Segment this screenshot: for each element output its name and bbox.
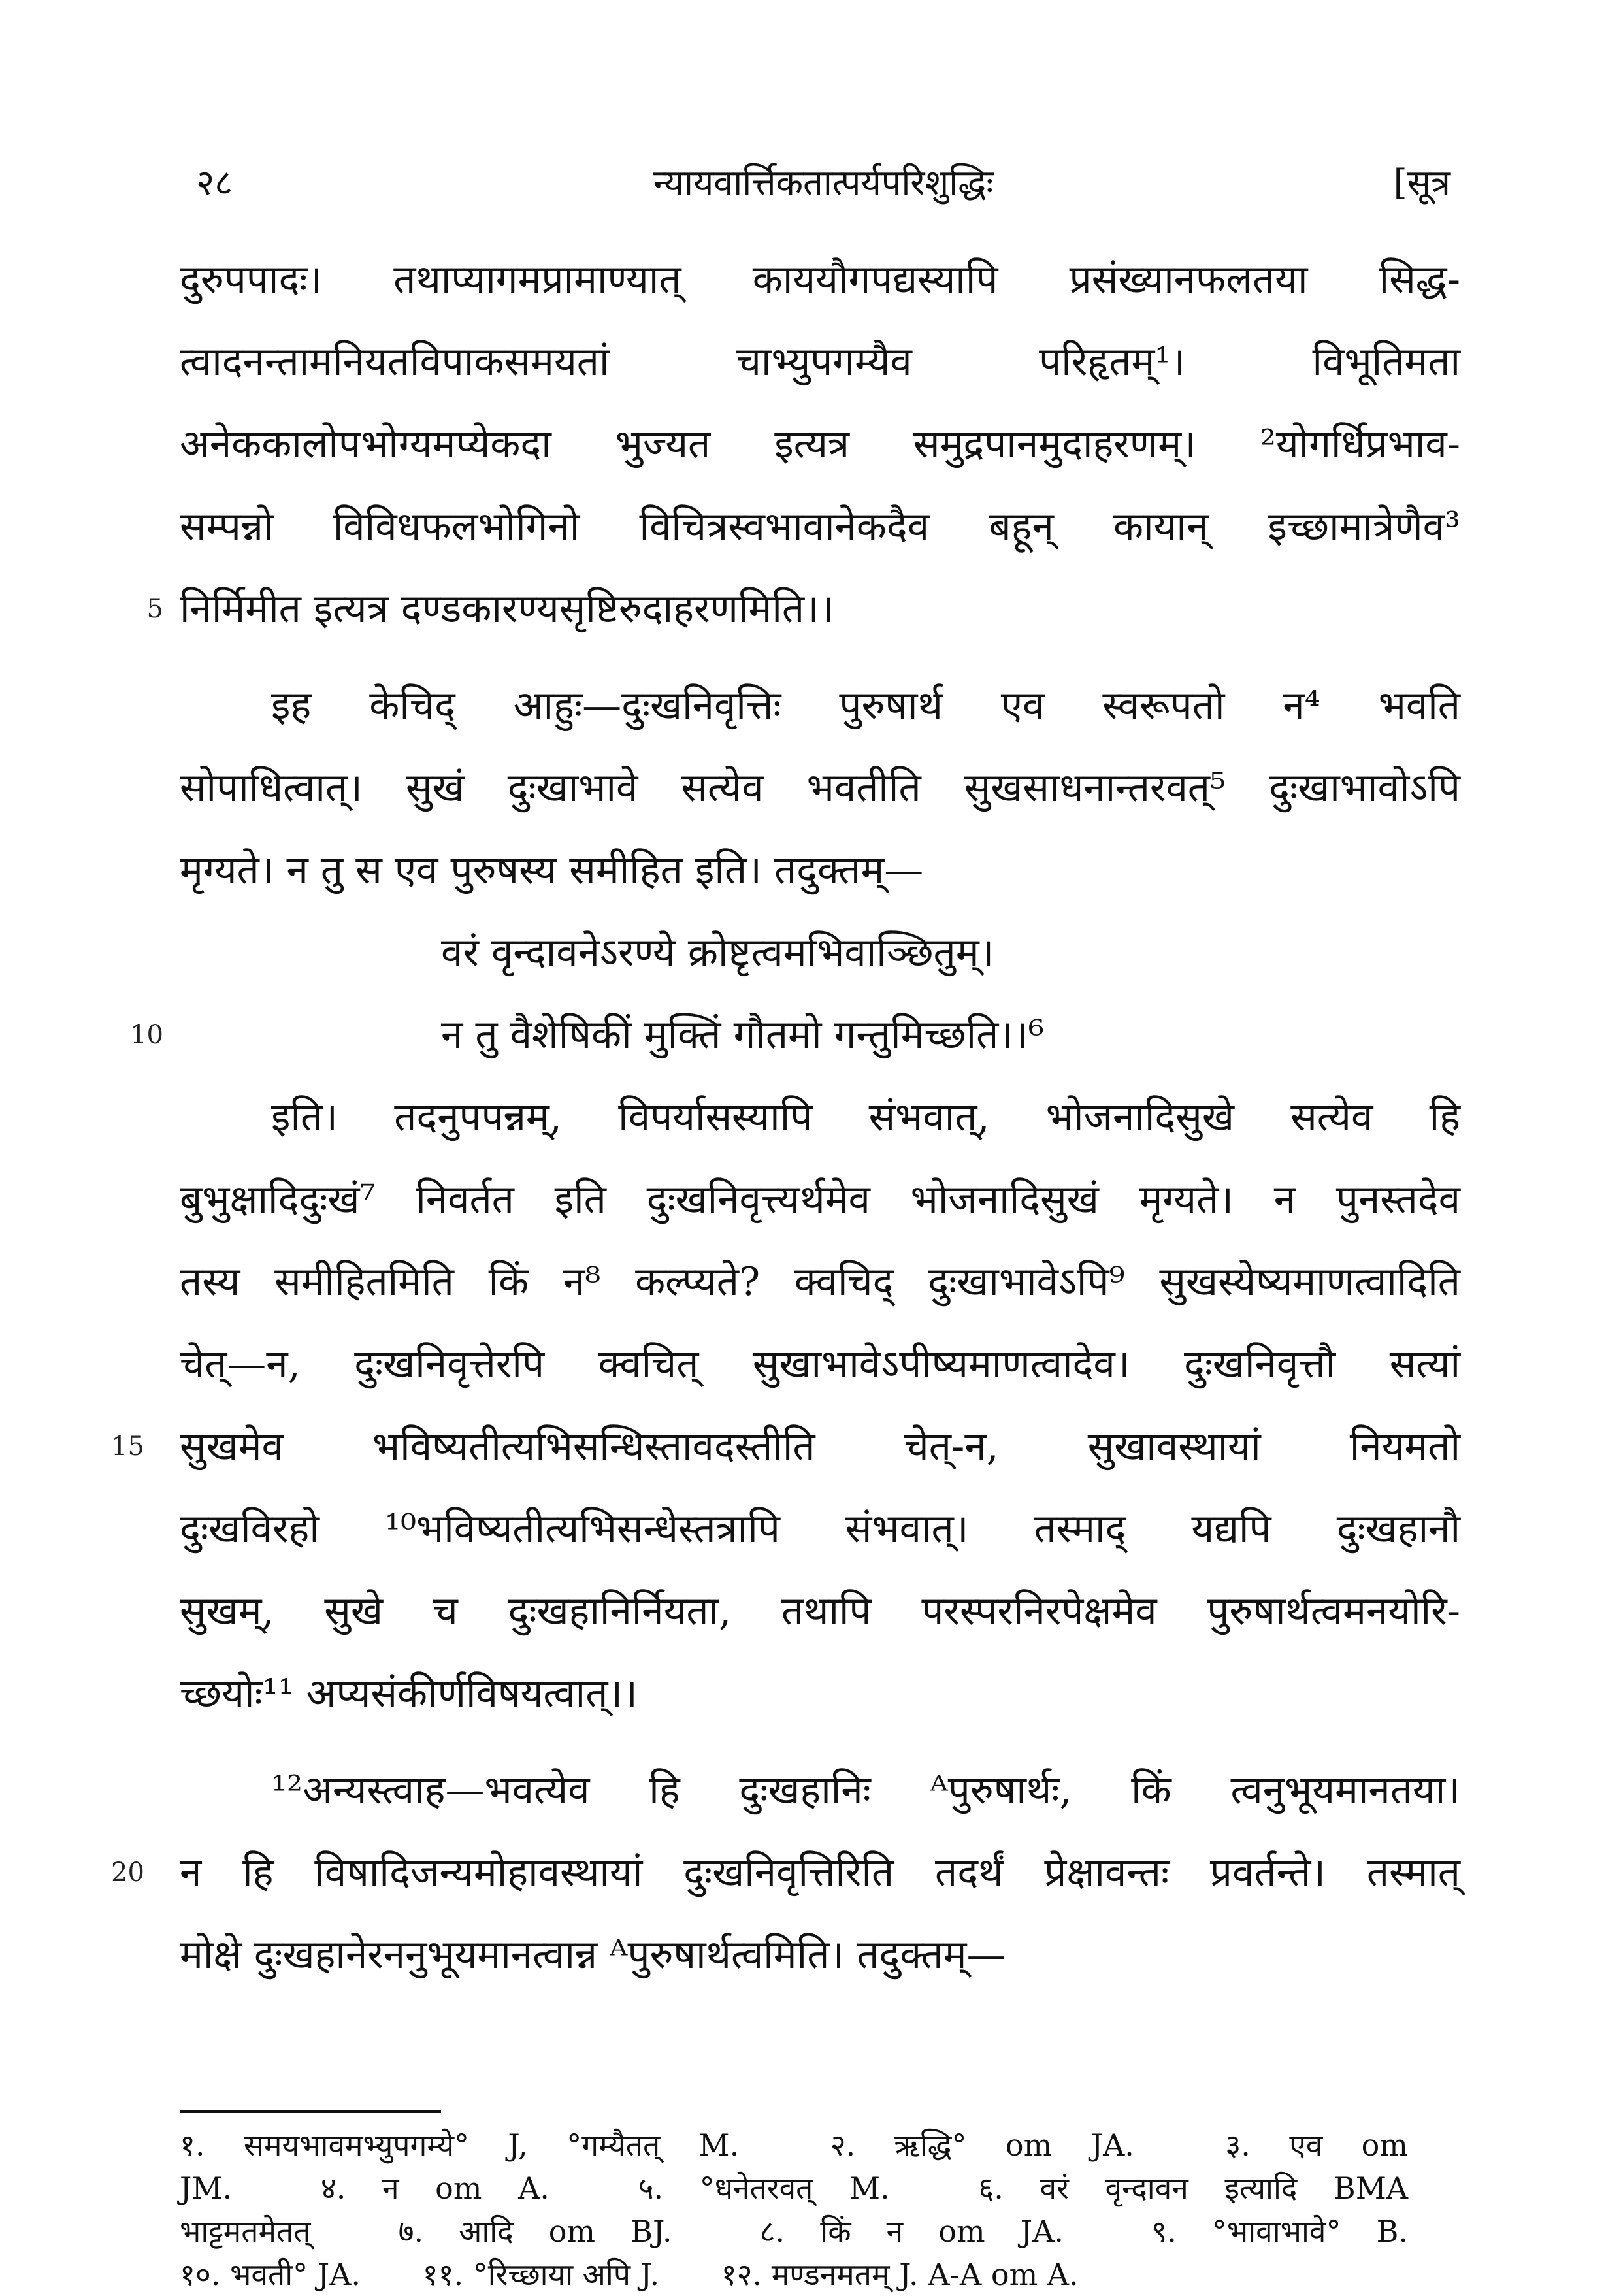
- text-line: [180, 747, 1460, 829]
- text-line: [180, 1158, 1460, 1241]
- line-text: इह केचिद् आहुः—दुःखनिवृत्तिः पुरुषार्थ एव स्वरूपतो न⁴ भवति: [271, 683, 1460, 729]
- footnote-entry: ७. आदि om BJ.: [398, 2214, 672, 2249]
- paragraph-gap: [180, 650, 1460, 664]
- line-text: त्वादनन्तामनियतविपाकसमयतां चाभ्युपगम्यैव परिहृतम्¹। विभूतिमता: [180, 339, 1460, 385]
- footnote-entry: ६. वरं वृन्दावन इत्यादि BMA: [978, 2171, 1409, 2206]
- text-line: [130, 994, 1460, 1076]
- text-line: [180, 403, 1460, 485]
- line-text: दुरुपपादः। तथाप्यागमप्रामाण्यात् काययौगपद्यस्यापि प्रसंख्यानफलतया सिद्ध-: [180, 257, 1460, 303]
- text-line: [180, 664, 1460, 747]
- text-line: [180, 238, 1460, 321]
- footnote-entry: २. ऋद्धि° om JA.: [830, 2127, 1134, 2163]
- text-line: [180, 485, 1460, 568]
- line-text: सुखम्, सुखे च दुःखहानिर्नियता, तथापि परस्परनिरपेक्षमेव पुरुषार्थत्वमनयोरि-: [180, 1588, 1460, 1634]
- text-line: [180, 1323, 1460, 1405]
- line-number: 10: [130, 1020, 163, 1050]
- text-line: [146, 568, 1460, 650]
- footnote-entry: ४. न om A.: [320, 2171, 549, 2206]
- line-text: च्छयोः¹¹ अप्यसंकीर्णविषयत्वात्।।: [180, 1671, 638, 1716]
- line-text: तस्य समीहितमिति किं न⁸ कल्प्यते? क्वचिद् दुःखाभावेऽपि⁹ सुखस्येष्यमाणत्वादिति: [180, 1259, 1460, 1305]
- line-text: वरं वृन्दावनेऽरण्ये क्रोष्टृत्वमभिवाञ्छितुम्।: [441, 930, 994, 976]
- text-line: [180, 1749, 1460, 1831]
- line-text: दुःखविरहो ¹⁰भविष्यतीत्यभिसन्धेस्तत्रापि संभवात्। तस्माद् यद्यपि दुःखहानौ: [180, 1506, 1460, 1552]
- line-text: सम्पन्नो विविधफलभोगिनो विचित्रस्वभावानेकदैव बहून् कायान् इच्छामात्रेणैव³: [180, 504, 1460, 549]
- line-text: सुखमेव भविष्यतीत्यभिसन्धिस्तावदस्तीति चेत्-न, सुखावस्थायां नियमतो: [180, 1424, 1460, 1469]
- line-text: सोपाधित्वात्। सुखं दुःखाभावे सत्येव भवतीति सुखसाधनान्तरवत्⁵ दुःखाभावोऽपि: [180, 765, 1460, 811]
- text-line: [180, 1914, 1460, 1996]
- line-text: ¹²अन्यस्त्वाह—भवत्येव हि दुःखहानिः ᴬपुरुषार्थः, किं त्वनुभूयमानतया।: [271, 1767, 1460, 1813]
- text-line: [180, 829, 1460, 911]
- line-text: न हि विषादिजन्यमोहावस्थायां दुःखनिवृत्तिरिति तदर्थं प्रेक्षावन्तः प्रवर्तन्ते। तस्मात्: [180, 1850, 1460, 1895]
- text-line: [180, 1076, 1460, 1158]
- section-label: [सूत्र: [1393, 162, 1450, 203]
- footnotes: [180, 2124, 1460, 2296]
- line-number: 20: [111, 1858, 144, 1888]
- page-header: [196, 157, 1450, 209]
- line-text: इति। तदनुपपन्नम्, विपर्यासस्यापि संभवात्, भोजनादिसुखे सत्येव हि: [271, 1094, 1460, 1140]
- footnote-line: [180, 2167, 1460, 2210]
- text-line: [111, 1831, 1460, 1914]
- line-text: मोक्षे दुःखहानेरननुभूयमानत्वान्न ᴬपुरुषार्थत्वमिति। तदुक्तम्—: [180, 1932, 1006, 1978]
- line-number: 5: [146, 594, 163, 624]
- main-text: [111, 238, 1460, 1996]
- line-text: निर्मिमीत इत्यत्र दण्डकारण्यसृष्टिरुदाहरणमिति।।: [180, 586, 834, 632]
- line-number: 15: [111, 1432, 144, 1462]
- footnote-entry: ९. °भावाभावे° B.: [1151, 2214, 1409, 2249]
- footnote-entry: १२. मण्डनमतम् J. A-A om A.: [721, 2257, 1079, 2292]
- footnote-entry: १०. भवती° JA.: [180, 2257, 361, 2292]
- paragraph-gap: [180, 1735, 1460, 1749]
- line-text: मृग्यते। न तु स एव पुरुषस्य समीहित इति। तदुक्तम्—: [180, 847, 924, 893]
- line-text: अनेककालोपभोग्यमप्येकदा भुज्यत इत्यत्र समुद्रपानमुदाहरणम्। ²योगर्धिप्रभाव-: [180, 421, 1460, 467]
- text-line: [180, 1241, 1460, 1323]
- footnote-line: [180, 2124, 1460, 2167]
- footnote-entry: JM.: [180, 2171, 233, 2206]
- text-line: [180, 321, 1460, 403]
- text-line: [180, 911, 1460, 994]
- footnote-entry: ३. एव om: [1225, 2127, 1408, 2163]
- text-line: [111, 1405, 1460, 1488]
- footnote-rule: [180, 2110, 441, 2113]
- text-line: [180, 1488, 1460, 1570]
- footnote-entry: ८. किं न om JA.: [759, 2214, 1064, 2249]
- footnote-entry: ५. °धनेतरवत् M.: [638, 2171, 890, 2206]
- line-text: चेत्—न, दुःखनिवृत्तेरपि क्वचित् सुखाभावेऽपीष्यमाणत्वादेव। दुःखनिवृत्तौ सत्यां: [180, 1341, 1460, 1387]
- footnote-entry: ११. °रिच्छाया अपि J.: [422, 2257, 660, 2292]
- text-line: [180, 1652, 1460, 1735]
- footnote-line: [180, 2210, 1460, 2253]
- running-title: न्यायवार्त्तिकतात्पर्यपरिशुद्धिः: [653, 162, 994, 203]
- line-text: बुभुक्षादिदुःखं⁷ निवर्तत इति दुःखनिवृत्त्यर्थमेव भोजनादिसुखं मृग्यते। न पुनस्तदेव: [180, 1177, 1460, 1222]
- text-line: [180, 1570, 1460, 1652]
- footnote-entry: भाट्टमतमेतत्: [180, 2214, 311, 2249]
- footnote-entry: १. समयभावमभ्युपगम्ये° J, °गम्यैतत् M.: [180, 2127, 740, 2163]
- line-text: न तु वैशेषिकीं मुक्तिं गौतमो गन्तुमिच्छति।।⁶: [441, 1012, 1044, 1058]
- page-number: २८: [196, 162, 233, 203]
- footnote-line: [180, 2253, 1460, 2296]
